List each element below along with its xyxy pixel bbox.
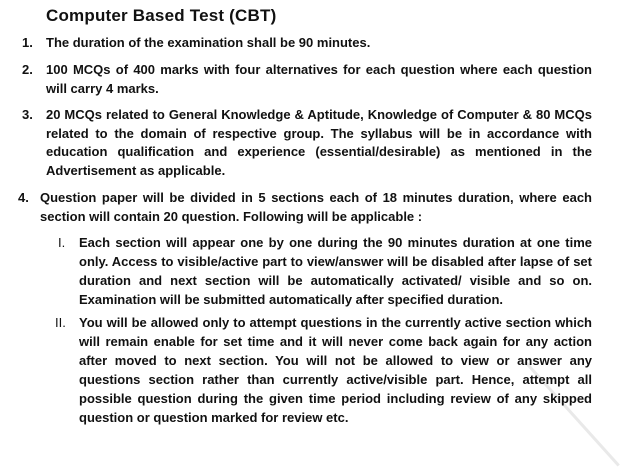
sub-list-item-text: Each section will appear one by one during the 90 minutes duration at one time only. Access to visible/active part to view/answer will be disabled after lapse of set duration and next section will be automatically activated/ visible and so on. Examination will be submitted automatically after specified duration. xyxy=(79,235,592,307)
list-item-text: Question paper will be divided in 5 sections each of 18 minutes duration, where each section will contain 20 question. Following will be applicable : xyxy=(40,190,592,224)
sub-list-item xyxy=(58,233,592,309)
list-item-number: 1. xyxy=(22,35,33,50)
list-item-text: 100 MCQs of 400 marks with four alternatives for each question where each question will carry 4 marks. xyxy=(46,62,592,96)
sub-list-item-number: II. xyxy=(55,315,66,330)
list-item xyxy=(18,189,592,226)
list-item-text: The duration of the examination shall be 90 minutes. xyxy=(46,35,371,50)
list-item xyxy=(22,61,592,98)
page-title: Computer Based Test (CBT) xyxy=(46,6,277,25)
list-item xyxy=(22,34,592,53)
list-item-number: 3. xyxy=(22,107,33,122)
list-item-number: 2. xyxy=(22,62,33,77)
list-item-text: 20 MCQs related to General Knowledge & Aptitude, Knowledge of Computer & 80 MCQs related to the domain of respective group. The syllabus will be in accordance with education qualification and experience (essential/desirable) as mentioned in the Advertisement as applicable. xyxy=(46,107,592,178)
sub-list-item xyxy=(55,313,592,427)
sub-list-item-text: You will be allowed only to attempt questions in the currently active section which will remain enable for set time and it will never come back again for any action after moved to next section. You will not be allowed to view or answer any questions section rather than currently active/visible part. Hence, attempt all possible question during the given time period including review of any skipped question or question marked for review etc. xyxy=(79,315,592,425)
sub-list-item-number: I. xyxy=(58,235,66,250)
list-item-number: 4. xyxy=(18,190,29,205)
list-item xyxy=(22,106,592,180)
